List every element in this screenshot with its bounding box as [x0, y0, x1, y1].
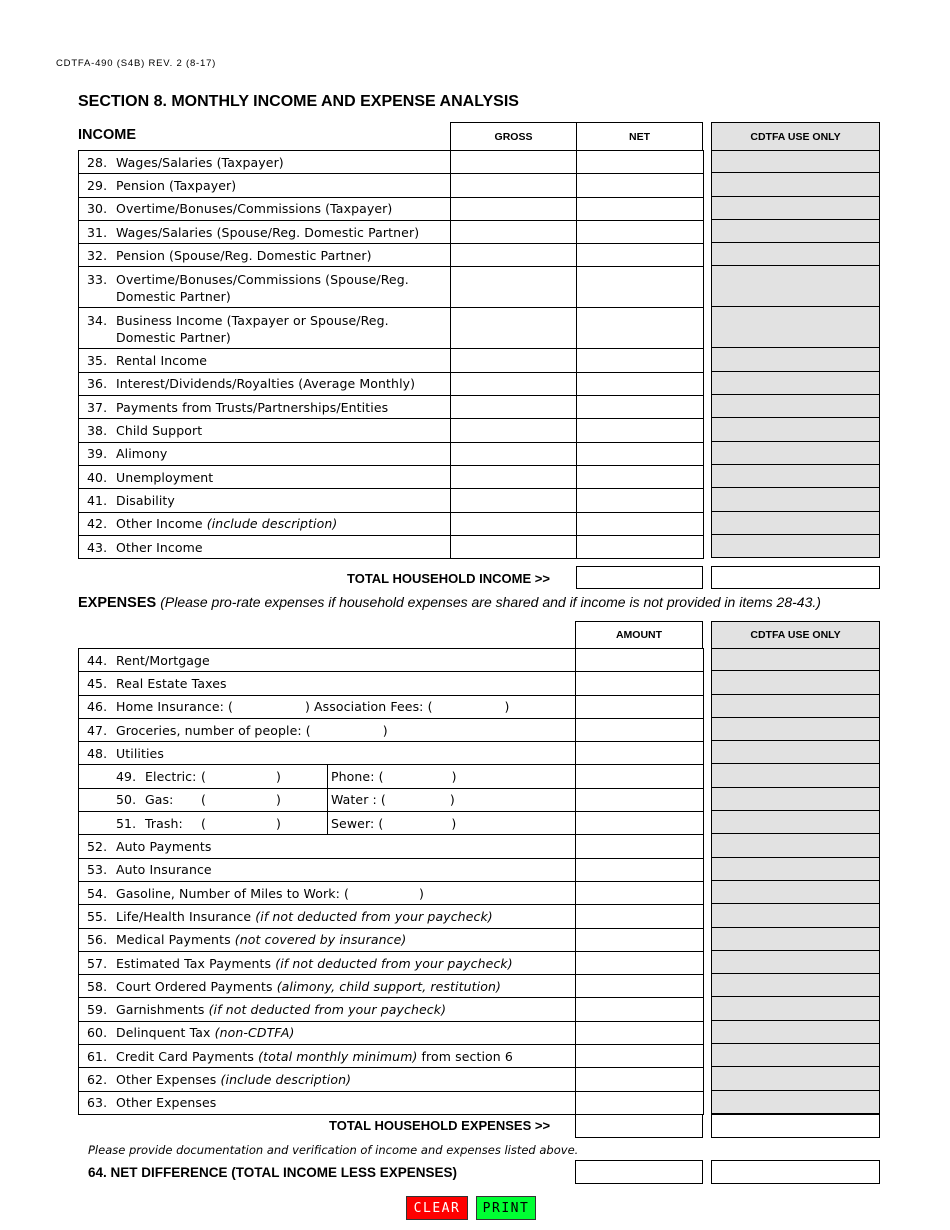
table-row: [79, 695, 704, 718]
table-row: [79, 788, 704, 811]
section-title: SECTION 8. MONTHLY INCOME AND EXPENSE ANALYSIS: [78, 93, 519, 110]
income-net-field[interactable]: [577, 220, 704, 243]
income-net-field[interactable]: [577, 174, 704, 197]
row-46-amount-field[interactable]: [576, 695, 704, 718]
table-row: [79, 672, 704, 695]
row-54-amount-field[interactable]: [576, 881, 704, 904]
table-row: [79, 308, 704, 349]
income-gross-field[interactable]: [451, 197, 577, 220]
cdtfa-cell: [711, 695, 880, 718]
total-income-field[interactable]: [576, 566, 703, 589]
income-net-field[interactable]: [577, 535, 704, 558]
table-row: [79, 489, 704, 512]
cdtfa-cell: [711, 348, 880, 371]
row-46-label: 46. Home Insurance: ( ) Association Fees: ( ): [79, 695, 576, 718]
income-heading: INCOME: [78, 127, 136, 143]
table-row: [79, 765, 704, 788]
cdtfa-cell: [711, 220, 880, 243]
income-row-label: 33. Overtime/Bonuses/Commissions (Spouse/Reg. Domestic Partner): [79, 267, 451, 308]
cdtfa-expense-column-header: CDTFA USE ONLY: [711, 621, 880, 649]
table-row: [79, 197, 704, 220]
row-54-label: 54. Gasoline, Number of Miles to Work: ( ): [79, 881, 576, 904]
water-label: Water : ( ): [328, 788, 576, 811]
row-55-label: 55. Life/Health Insurance (if not deducted from your paycheck): [79, 905, 576, 928]
income-net-field[interactable]: [577, 308, 704, 349]
income-net-field[interactable]: [577, 372, 704, 395]
table-row: [79, 928, 704, 951]
cdtfa-cell: [711, 718, 880, 741]
income-gross-field[interactable]: [451, 372, 577, 395]
net-difference-field[interactable]: [575, 1160, 703, 1184]
row-45-label: 45. Real Estate Taxes: [79, 672, 576, 695]
cdtfa-cell: [711, 150, 880, 173]
income-row-label: 39. Alimony: [79, 442, 451, 465]
income-row-label: 28. Wages/Salaries (Taxpayer): [79, 151, 451, 174]
income-net-field[interactable]: [577, 419, 704, 442]
income-gross-field[interactable]: [451, 267, 577, 308]
row-58-amount-field[interactable]: [576, 975, 704, 998]
income-row-label: 40. Unemployment: [79, 465, 451, 488]
table-row: [79, 858, 704, 881]
row-48-amount-field[interactable]: [576, 742, 704, 765]
cdtfa-cell: [711, 307, 880, 348]
row-61-label: 61. Credit Card Payments (total monthly minimum) from section 6: [79, 1045, 576, 1068]
cdtfa-cell: [711, 951, 880, 974]
cdtfa-cell: [711, 834, 880, 857]
income-net-field[interactable]: [577, 267, 704, 308]
table-row: [79, 396, 704, 419]
cdtfa-cell: [711, 243, 880, 266]
row-50-amount-field[interactable]: [576, 788, 704, 811]
table-row: [79, 649, 704, 672]
income-row-label: 43. Other Income: [79, 535, 451, 558]
cdtfa-cell: [711, 671, 880, 694]
net-column-header: NET: [576, 122, 703, 151]
table-row: [79, 1045, 704, 1068]
income-gross-field[interactable]: [451, 489, 577, 512]
total-expenses-label: TOTAL HOUSEHOLD EXPENSES >>: [329, 1118, 551, 1133]
income-net-field[interactable]: [577, 349, 704, 372]
income-row-label: 35. Rental Income: [79, 349, 451, 372]
income-net-field[interactable]: [577, 396, 704, 419]
expense-table: [78, 648, 704, 1115]
income-gross-field[interactable]: [451, 349, 577, 372]
income-gross-field[interactable]: [451, 419, 577, 442]
table-row: [79, 419, 704, 442]
documentation-note: Please provide documentation and verification of income and expenses listed above.: [88, 1143, 579, 1157]
table-row: [79, 881, 704, 904]
income-net-field[interactable]: [577, 197, 704, 220]
cdtfa-cell: [711, 372, 880, 395]
table-row: [79, 512, 704, 535]
cdtfa-cell: [711, 904, 880, 927]
row-49-amount-field[interactable]: [576, 765, 704, 788]
cdtfa-cell: [711, 535, 880, 558]
row-53-amount-field[interactable]: [576, 858, 704, 881]
table-row: [79, 1091, 704, 1114]
row-47-label: 47. Groceries, number of people: ( ): [79, 718, 576, 741]
expenses-heading-line: [78, 594, 821, 611]
income-cdtfa-column: [711, 150, 880, 558]
table-row: [79, 220, 704, 243]
row-60-label: 60. Delinquent Tax (non-CDTFA): [79, 1021, 576, 1044]
clear-button[interactable]: CLEAR: [406, 1196, 468, 1220]
table-row: [79, 349, 704, 372]
income-row-label: 37. Payments from Trusts/Partnerships/Entities: [79, 396, 451, 419]
print-button[interactable]: PRINT: [476, 1196, 536, 1220]
cdtfa-cell: [711, 173, 880, 196]
cdtfa-cell: [711, 1091, 880, 1114]
expense-cdtfa-column: [711, 648, 880, 1114]
income-gross-field[interactable]: [451, 442, 577, 465]
net-difference-cdtfa-field: [711, 1160, 880, 1184]
cdtfa-cell: [711, 266, 880, 307]
table-row: [79, 998, 704, 1021]
total-expenses-cdtfa-field: [711, 1114, 880, 1138]
table-row: [79, 742, 704, 765]
table-row: [79, 975, 704, 998]
row-61-amount-field[interactable]: [576, 1045, 704, 1068]
income-net-field[interactable]: [577, 442, 704, 465]
cdtfa-cell: [711, 488, 880, 511]
income-gross-field[interactable]: [451, 174, 577, 197]
expenses-heading: EXPENSES: [78, 595, 157, 611]
table-row: [79, 1068, 704, 1091]
cdtfa-cell: [711, 512, 880, 535]
cdtfa-cell: [711, 442, 880, 465]
row-56-label: 56. Medical Payments (not covered by insurance): [79, 928, 576, 951]
income-row-label: 31. Wages/Salaries (Spouse/Reg. Domestic Partner): [79, 220, 451, 243]
table-row: [79, 951, 704, 974]
row-53-label: 53. Auto Insurance: [79, 858, 576, 881]
row-59-amount-field[interactable]: [576, 998, 704, 1021]
cdtfa-cell: [711, 811, 880, 834]
cdtfa-income-column-header: CDTFA USE ONLY: [711, 122, 880, 151]
income-net-field[interactable]: [577, 465, 704, 488]
cdtfa-cell: [711, 648, 880, 671]
table-row: [79, 835, 704, 858]
income-net-field[interactable]: [577, 512, 704, 535]
gross-column-header: GROSS: [450, 122, 577, 151]
expenses-instruction: (Please pro-rate expenses if household expenses are shared and if income is not provided in items 28-43.): [160, 594, 821, 610]
income-gross-field[interactable]: [451, 512, 577, 535]
table-row: [79, 174, 704, 197]
cdtfa-cell: [711, 1067, 880, 1090]
cdtfa-cell: [711, 197, 880, 220]
sewer-label: Sewer: ( ): [328, 812, 576, 835]
income-row-label: 30. Overtime/Bonuses/Commissions (Taxpayer): [79, 197, 451, 220]
total-income-label: TOTAL HOUSEHOLD INCOME >>: [347, 571, 550, 586]
table-row: [79, 905, 704, 928]
row-44-amount-field[interactable]: [576, 649, 704, 672]
income-row-label: 36. Interest/Dividends/Royalties (Average Monthly): [79, 372, 451, 395]
net-difference-label: 64. NET DIFFERENCE (TOTAL INCOME LESS EXPENSES): [88, 1165, 458, 1180]
row-51-amount-field[interactable]: [576, 812, 704, 835]
income-row-label: 34. Business Income (Taxpayer or Spouse/Reg. Domestic Partner): [79, 308, 451, 349]
cdtfa-cell: [711, 465, 880, 488]
row-44-label: 44. Rent/Mortgage: [79, 649, 576, 672]
income-row-label: 41. Disability: [79, 489, 451, 512]
total-income-cdtfa-field: [711, 566, 880, 589]
table-row: [79, 535, 704, 558]
cdtfa-cell: [711, 418, 880, 441]
row-59-label: 59. Garnishments (if not deducted from your paycheck): [79, 998, 576, 1021]
table-row: [79, 442, 704, 465]
income-gross-field[interactable]: [451, 465, 577, 488]
table-row: [79, 267, 704, 308]
income-net-field[interactable]: [577, 151, 704, 174]
row-57-amount-field[interactable]: [576, 951, 704, 974]
row-45-amount-field[interactable]: [576, 672, 704, 695]
cdtfa-cell: [711, 1044, 880, 1067]
table-row: [79, 1021, 704, 1044]
cdtfa-cell: [711, 997, 880, 1020]
amount-column-header: AMOUNT: [575, 621, 703, 649]
row-47-amount-field[interactable]: [576, 718, 704, 741]
income-gross-field[interactable]: [451, 151, 577, 174]
form-number: CDTFA-490 (S4B) REV. 2 (8-17): [56, 58, 217, 69]
cdtfa-cell: [711, 974, 880, 997]
cdtfa-cell: [711, 881, 880, 904]
income-gross-field[interactable]: [451, 396, 577, 419]
row-55-amount-field[interactable]: [576, 905, 704, 928]
cdtfa-cell: [711, 395, 880, 418]
row-62-label: 62. Other Expenses (include description): [79, 1068, 576, 1091]
row-56-amount-field[interactable]: [576, 928, 704, 951]
row-48-label: 48. Utilities: [79, 742, 576, 765]
cdtfa-cell: [711, 1021, 880, 1044]
row-50-label: 50. Gas: ( ): [79, 788, 328, 811]
table-row: [79, 465, 704, 488]
row-49-label: 49. Electric: ( ): [79, 765, 328, 788]
row-62-amount-field[interactable]: [576, 1068, 704, 1091]
income-gross-field[interactable]: [451, 308, 577, 349]
cdtfa-cell: [711, 764, 880, 787]
table-row: [79, 372, 704, 395]
table-row: [79, 244, 704, 267]
row-58-label: 58. Court Ordered Payments (alimony, child support, restitution): [79, 975, 576, 998]
income-net-field[interactable]: [577, 244, 704, 267]
income-row-label: 32. Pension (Spouse/Reg. Domestic Partner): [79, 244, 451, 267]
cdtfa-cell: [711, 788, 880, 811]
income-gross-field[interactable]: [451, 535, 577, 558]
table-row: [79, 718, 704, 741]
income-row-label: 38. Child Support: [79, 419, 451, 442]
cdtfa-cell: [711, 741, 880, 764]
phone-label: Phone: ( ): [328, 765, 576, 788]
row-63-label: 63. Other Expenses: [79, 1091, 576, 1114]
row-52-label: 52. Auto Payments: [79, 835, 576, 858]
income-net-field[interactable]: [577, 489, 704, 512]
table-row: [79, 812, 704, 835]
cdtfa-cell: [711, 858, 880, 881]
income-row-label: 29. Pension (Taxpayer): [79, 174, 451, 197]
income-row-label: 42. Other Income (include description): [79, 512, 451, 535]
income-gross-field[interactable]: [451, 220, 577, 243]
income-table: [78, 150, 704, 559]
row-52-amount-field[interactable]: [576, 835, 704, 858]
row-63-amount-field[interactable]: [576, 1091, 704, 1114]
total-expenses-field[interactable]: [575, 1114, 703, 1138]
cdtfa-cell: [711, 928, 880, 951]
row-51-label: 51. Trash: ( ): [79, 812, 328, 835]
row-60-amount-field[interactable]: [576, 1021, 704, 1044]
income-gross-field[interactable]: [451, 244, 577, 267]
row-57-label: 57. Estimated Tax Payments (if not deducted from your paycheck): [79, 951, 576, 974]
table-row: [79, 151, 704, 174]
